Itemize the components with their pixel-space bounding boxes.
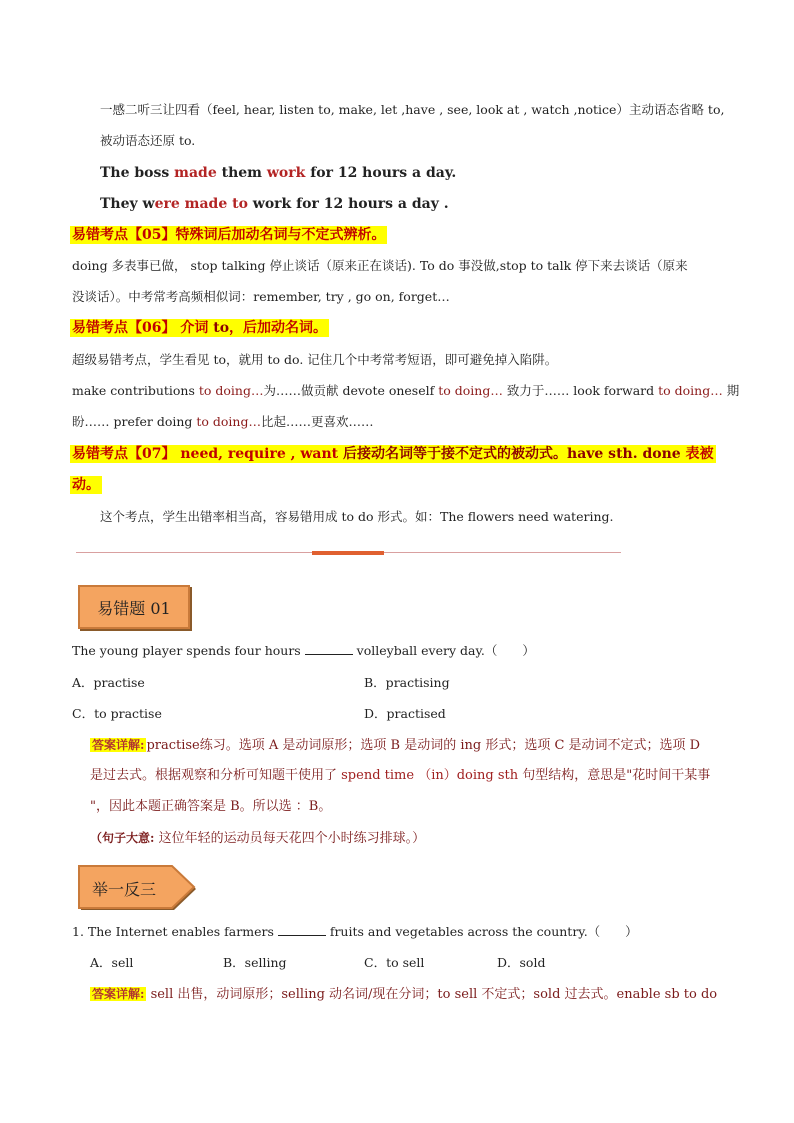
answer-explanation-line-3 xyxy=(90,797,331,817)
point-05-line-2: 没谈话）。中考常考高频相似词：remember, try , go on, forget… xyxy=(72,289,450,304)
point-07-heading-text: 动。 xyxy=(72,477,100,493)
phrase-to-doing: to doing… xyxy=(198,383,264,398)
point-07-heading-line-1 xyxy=(70,443,716,464)
point-07-heading-text: 后接动名词等于接不定式的被动式。have sth. done xyxy=(343,446,686,462)
question-label-box xyxy=(78,585,190,629)
option-b: B．practising xyxy=(364,675,450,690)
point-06-heading-text: 易错考点【06】 介词 xyxy=(72,320,214,336)
point-06-line-1: 超级易错考点，学生看见 to，就用 to do. 记住几个中考常考短语，即可避免掉入陷阱。 xyxy=(72,352,558,367)
point-06-heading-text: ，后加动名词。 xyxy=(229,320,328,336)
phrase-text: 比起……更喜欢…… xyxy=(260,414,374,429)
answer-text: 是过去式。根据观察和分析可知题干使用了 xyxy=(90,768,342,783)
point-05-heading xyxy=(70,224,387,245)
example-1-made: made xyxy=(174,165,217,181)
phrase-text: 致力于…… look forward xyxy=(502,383,659,398)
point-06-phrases-1 xyxy=(72,381,739,401)
option-d: D．practised xyxy=(364,706,446,721)
question-stem-text: The young player spends four hours xyxy=(72,643,305,658)
phrase-to-doing: to doing… xyxy=(438,383,503,398)
meaning-label: （句子大意: xyxy=(90,831,155,845)
practice-question-1-stem xyxy=(72,922,638,942)
practice-option-d: D．sold xyxy=(497,955,546,970)
point-05-line-1: doing 多表事已做， stop talking 停止谈话（原来正在谈话). To do 事没做,stop to talk 停下来去谈话（原来 xyxy=(72,258,688,273)
question-stem-text: fruits and vegetables across the country.（ ） xyxy=(325,924,638,939)
point-07-heading-line-2 xyxy=(70,474,102,495)
example-1-part: them xyxy=(216,165,267,181)
question-stem-text: 1. The Internet enables farmers xyxy=(72,924,278,939)
question-label: 易错题 01 xyxy=(97,598,171,618)
sentence-meaning xyxy=(90,828,425,849)
practice-option-a: A．sell xyxy=(90,955,134,970)
example-2-part: They w xyxy=(100,196,155,212)
option-a: A．practise xyxy=(72,675,145,690)
answer-text: sell 出售，动词原形；selling 动名词/现在分词；to sell 不定式；sold 过去式。enable sb to do xyxy=(146,987,718,1002)
answer-blank xyxy=(305,642,353,655)
practice-option-c: C．to sell xyxy=(364,955,425,970)
phrase-text: 为……做贡献 devote oneself xyxy=(263,383,439,398)
phrase-to-doing: to doing… xyxy=(658,383,723,398)
example-1-work: work xyxy=(266,165,306,181)
point-07-heading-text: 表被 xyxy=(685,446,714,462)
practice-label-box xyxy=(78,865,198,911)
example-1-part: The boss xyxy=(100,165,175,181)
example-sentence-1 xyxy=(100,163,456,183)
practice-label: 举一反三 xyxy=(92,880,157,899)
practice-answer-explanation xyxy=(90,984,717,1005)
phrase-to-doing: to doing… xyxy=(196,414,261,429)
meaning-text: 这位年轻的运动员每天花四个小时练习排球。） xyxy=(154,831,426,846)
phrase-text: 期 xyxy=(722,383,740,398)
example-2-were-made-to: ere made to xyxy=(154,196,248,212)
phrase-text: make contributions xyxy=(72,383,199,398)
answer-explanation-line-2 xyxy=(90,766,710,786)
answer-label: 答案详解: xyxy=(92,738,145,752)
example-1-part: for 12 hours a day. xyxy=(305,165,457,181)
point-07-heading-text: 易错考点【07】 need, require , want xyxy=(72,446,344,462)
question-1-stem xyxy=(72,641,535,661)
phrase-text: 盼…… prefer doing xyxy=(72,414,197,429)
question-stem-text: volleyball every day.（ ） xyxy=(352,643,535,658)
point-06-heading-to: to xyxy=(213,320,230,336)
answer-text: 句型结构，意思是"花时间干某事 xyxy=(518,768,711,783)
intro-line-2: 被动语态还原 to. xyxy=(100,133,196,148)
answer-explanation-line-1 xyxy=(90,735,700,756)
point-07-line-1: 这个考点，学生出错率相当高，容易错用成 to do 形式。如：The flowers need watering. xyxy=(100,509,614,524)
point-06-heading xyxy=(70,317,329,338)
answer-blank xyxy=(278,923,326,936)
example-2-part: work for 12 hours a day . xyxy=(247,196,449,212)
answer-text: practise练习。选项 A 是动词原形；选项 B 是动词的 ing 形式；选项 C 是动词不定式；选项 D xyxy=(146,738,701,753)
practice-option-b: B．selling xyxy=(223,955,287,970)
example-sentence-2 xyxy=(100,194,449,214)
section-divider-mark xyxy=(312,551,384,555)
option-c: C．to practise xyxy=(72,706,162,721)
point-06-phrases-2 xyxy=(72,412,374,432)
intro-line-1: 一感二听三让四看（feel, hear, listen to, make, let ,have , see, look at , watch ,notice）主动语态省略 to, xyxy=(100,102,725,117)
answer-text: "，因此本题正确答案是 B。所以选 ：B。 xyxy=(90,799,332,814)
answer-label: 答案详解: xyxy=(92,987,145,1001)
point-05-heading-text: 易错考点【05】特殊词后加动名词与不定式辨析。 xyxy=(72,227,386,243)
answer-structure: spend time （in）doing sth xyxy=(341,768,519,783)
